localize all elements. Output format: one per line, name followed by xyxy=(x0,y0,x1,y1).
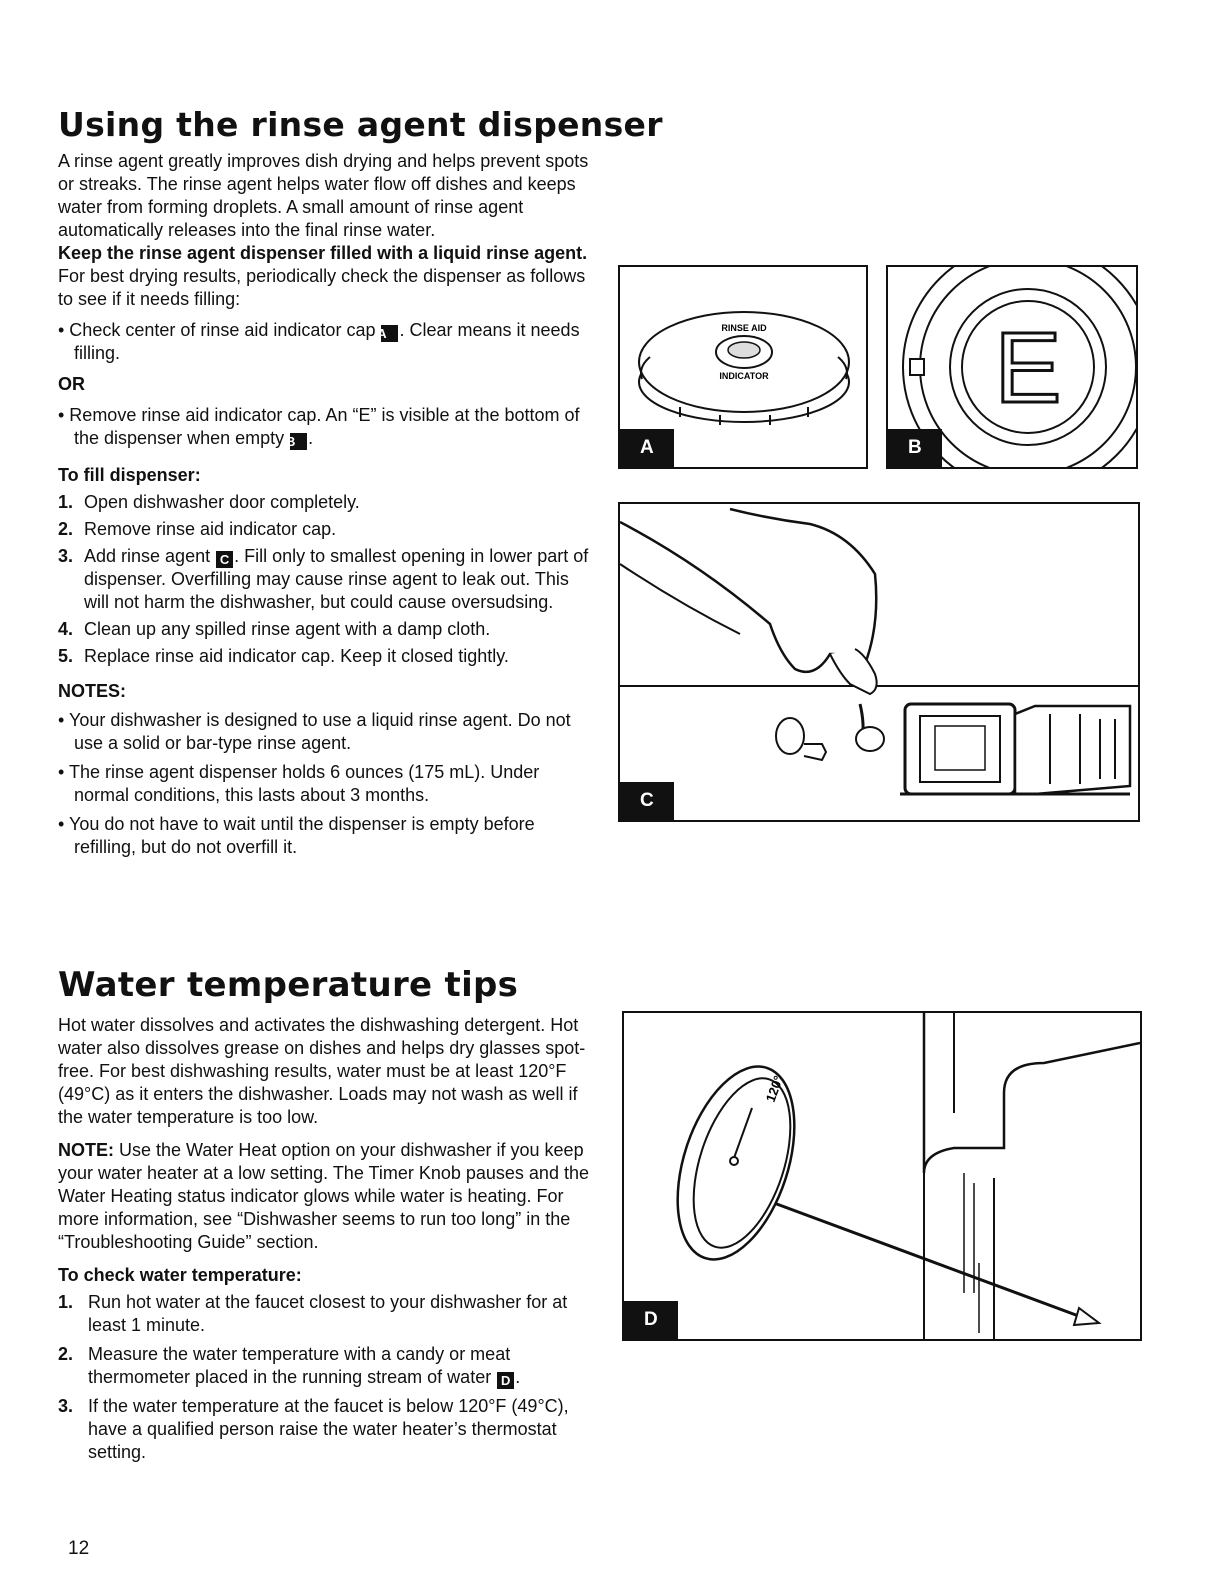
keep-filled-bold: Keep the rinse agent dispenser filled with a liquid rinse agent. xyxy=(58,243,588,263)
figure-ref-badge: A xyxy=(381,325,398,342)
figure-a-indicator-cap xyxy=(618,265,868,469)
list-item: 5. Replace rinse aid indicator cap. Keep it closed tightly. xyxy=(58,646,509,666)
pouring-rinse-agent-illustration xyxy=(620,504,1138,820)
list-item: 1. Open dishwasher door completely. xyxy=(58,492,360,512)
figure-ref-badge: B xyxy=(290,433,307,450)
figure-label: C xyxy=(620,782,674,820)
section-title: Water temperature tips xyxy=(58,965,519,1005)
svg-text:RINSE AID: RINSE AID xyxy=(721,323,767,333)
figure-label: D xyxy=(624,1301,678,1339)
check-cap-bullet: • Check center of rinse aid indicator cap A . Clear means it needs filling. xyxy=(58,320,580,363)
note-item: • Your dishwasher is designed to use a liquid rinse agent. Do not use a solid or bar-type rinse agent. xyxy=(58,710,571,753)
section-water-temperature xyxy=(58,966,698,1004)
list-item: 2. Measure the water temperature with a candy or meat thermometer placed in the running stream of water D . xyxy=(58,1344,521,1388)
water-temp-body xyxy=(58,1014,593,1464)
list-item: 4. Clean up any spilled rinse agent with a damp cloth. xyxy=(58,619,491,639)
figure-label: A xyxy=(620,429,674,467)
figure-d-thermometer xyxy=(622,1011,1142,1341)
figure-label: B xyxy=(888,429,942,467)
figure-b-empty-indicator xyxy=(886,265,1138,469)
fill-steps-list xyxy=(58,491,593,668)
intro-paragraph: A rinse agent greatly improves dish drying and helps prevent spots or streaks. The rinse agent helps water flow off dishes and keeps water from forming droplets. A small amount of rinse agent automatically releases into the final rinse water. xyxy=(58,151,589,240)
note-paragraph: NOTE: Use the Water Heat option on your dishwasher if you keep your water heater at a low setting. The Timer Knob pauses and the Water Heating status indicator glows while water is heating. For more information, see “Dishwasher seems to run too long” in the “Troubleshooting Guide” section. xyxy=(58,1140,589,1252)
section-rinse-agent xyxy=(58,106,698,144)
list-item: 1. Run hot water at the faucet closest to your dishwasher for at least 1 minute. xyxy=(58,1292,568,1335)
svg-text:INDICATOR: INDICATOR xyxy=(719,371,769,381)
thermometer-in-water-illustration xyxy=(624,1013,1140,1339)
svg-text:120°: 120° xyxy=(762,1073,787,1105)
figure-ref-badge: C xyxy=(216,551,233,568)
check-heading: To check water temperature: xyxy=(58,1265,302,1285)
notes-heading: NOTES: xyxy=(58,681,127,701)
intro-paragraph: Hot water dissolves and activates the dishwashing detergent. Hot water also dissolves grease on dishes and helps dry glasses spot-free. For best dishwashing results, water must be at least 120°F (49°C) as it enters the dishwasher. Loads may not wash as well if the water temperature is too low. xyxy=(58,1015,586,1127)
list-item: 3. If the water temperature at the faucet is below 120°F (49°C), have a qualified person raise the water heater’s thermostat setting. xyxy=(58,1396,569,1462)
keep-filled-paragraph xyxy=(58,242,593,311)
fill-heading: To fill dispenser: xyxy=(58,465,201,485)
rinse-agent-body xyxy=(58,150,593,859)
figure-ref-badge: D xyxy=(497,1372,514,1389)
list-item: 2. Remove rinse aid indicator cap. xyxy=(58,519,337,539)
page-number: 12 xyxy=(68,1538,90,1559)
svg-text:E: E xyxy=(994,312,1062,424)
check-steps-list xyxy=(58,1291,593,1464)
note-item: • The rinse agent dispenser holds 6 ounces (175 mL). Under normal conditions, this lasts about 3 months. xyxy=(58,762,540,805)
note-item: • You do not have to wait until the dispenser is empty before refilling, but do not overfill it. xyxy=(58,814,535,857)
keep-filled-rest: For best drying results, periodically check the dispenser as follows to see if it needs filling: xyxy=(58,266,586,309)
or-label: OR xyxy=(58,374,85,394)
list-item: 3. Add rinse agent C . Fill only to smallest opening in lower part of dispenser. Overfilling may cause rinse agent to leak out. This will not harm the dishwasher, but could cause oversudsing. xyxy=(58,546,589,612)
figure-c-adding-rinse-agent xyxy=(618,502,1140,822)
section-title: Using the rinse agent dispenser xyxy=(58,105,663,144)
remove-cap-bullet: • Remove rinse aid indicator cap. An “E” is visible at the bottom of the dispenser when empty B . xyxy=(58,405,580,449)
